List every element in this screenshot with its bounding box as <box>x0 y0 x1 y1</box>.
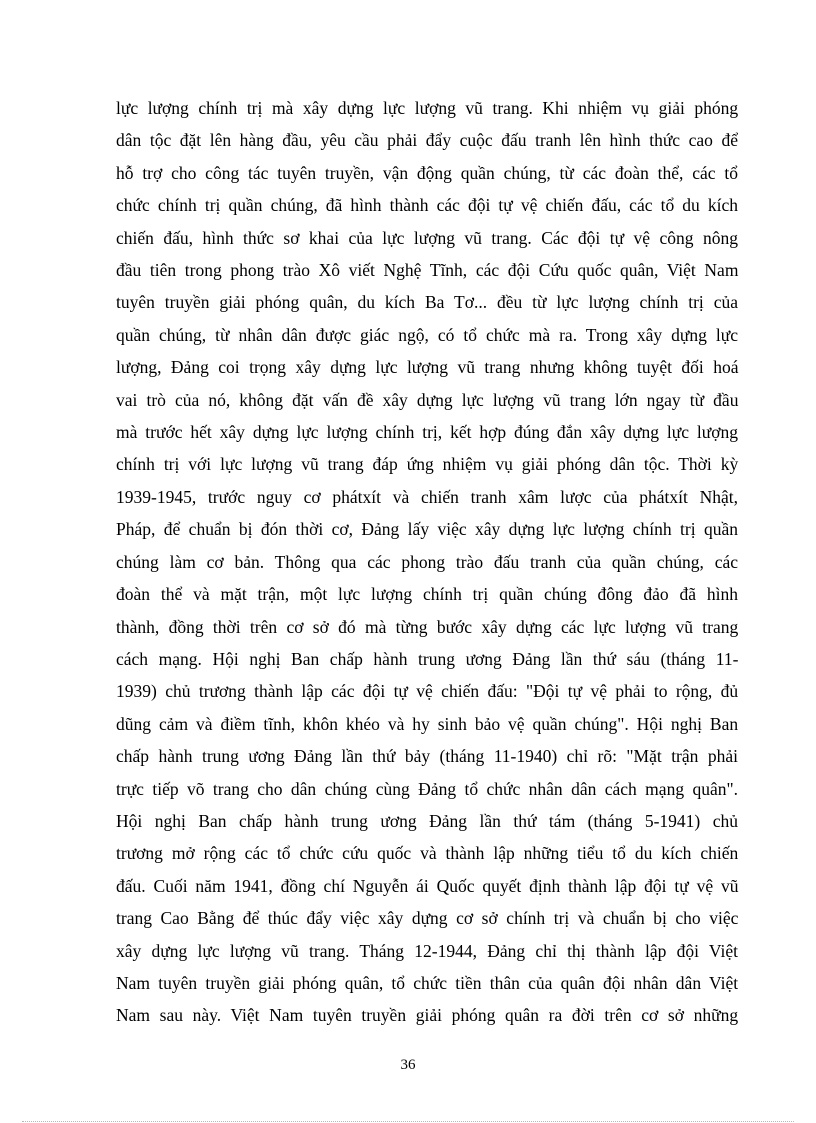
text-line: tuyên truyền giải phóng quân, du kích Ba Tơ... đều từ lực lượng chính trị của <box>116 292 738 313</box>
text-line: cách mạng. Hội nghị Ban chấp hành trung ương Đảng lần thứ sáu (tháng 11- <box>116 648 739 669</box>
page-bottom-divider <box>22 1121 794 1122</box>
text-line: Nam tuyên truyền giải phóng quân, tổ chức tiền thân của quân đội nhân dân Việt <box>116 972 739 993</box>
text-line: trang Cao Bằng để thúc đẩy việc xây dựng cơ sở chính trị và chuẩn bị cho việc <box>116 908 739 929</box>
text-line: Nam sau này. Việt Nam tuyên truyền giải phóng quân ra đời trên cơ sở những <box>116 1005 739 1026</box>
text-line: Pháp, để chuẩn bị đón thời cơ, Đảng lấy việc xây dựng lực lượng chính trị quần <box>116 519 738 540</box>
text-line: chấp hành trung ương Đảng lần thứ bảy (tháng 11-1940) chỉ rõ: "Mặt trận phải <box>116 746 738 767</box>
text-line: quần chúng, từ nhân dân được giác ngộ, có tổ chức mà ra. Trong xây dựng lực <box>116 324 739 345</box>
text-line: chức chính trị quần chúng, đã hình thành các đội tự vệ chiến đấu, các tổ du kích <box>116 195 738 216</box>
text-line: hỗ trợ cho công tác tuyên truyền, vận động quần chúng, từ các đoàn thể, các tổ <box>116 162 738 183</box>
text-line: xây dựng lực lượng vũ trang. Tháng 12-1944, Đảng chỉ thị thành lập đội Việt <box>116 940 738 961</box>
text-line: chính trị với lực lượng vũ trang đáp ứng nhiệm vụ giải phóng dân tộc. Thời kỳ <box>116 454 739 475</box>
text-line: chúng làm cơ bản. Thông qua các phong trào đấu tranh của quần chúng, các <box>116 551 738 572</box>
page-number: 36 <box>400 1057 416 1073</box>
text-line: dân tộc đặt lên hàng đầu, yêu cầu phải đẩy cuộc đấu tranh lên hình thức cao để <box>116 130 738 151</box>
text-line: trương mở rộng các tổ chức cứu quốc và thành lập những tiểu tổ du kích chiến <box>116 843 739 864</box>
text-line: trực tiếp võ trang cho dân chúng cùng Đảng tổ chức nhân dân cách mạng quân". <box>116 778 738 799</box>
text-line: 1939) chủ trương thành lập các đội tự vệ chiến đấu: "Đội tự vệ phải to rộng, đủ <box>116 681 739 702</box>
text-line: đoàn thể và mặt trận, một lực lượng chính trị quần chúng đông đảo đã hình <box>116 584 738 605</box>
text-line: đấu. Cuối năm 1941, đồng chí Nguyễn ái Quốc quyết định thành lập đội tự vệ vũ <box>116 875 739 896</box>
text-line: lượng, Đảng coi trọng xây dựng lực lượng vũ trang nhưng không tuyệt đối hoá <box>116 357 739 378</box>
text-line: thành, đồng thời trên cơ sở đó mà từng bước xây dựng các lực lượng vũ trang <box>116 616 739 637</box>
text-line: Hội nghị Ban chấp hành trung ương Đảng lần thứ tám (tháng 5-1941) chủ <box>116 810 738 831</box>
text-line: 1939-1945, trước nguy cơ phátxít và chiến tranh xâm lược của phátxít Nhật, <box>116 486 738 507</box>
text-line: mà trước hết xây dựng lực lượng chính trị, kết hợp đúng đắn xây dựng lực lượng <box>116 422 738 443</box>
body-paragraph <box>116 92 738 1032</box>
text-line: đầu tiên trong phong trào Xô viết Nghệ Tĩnh, các đội Cứu quốc quân, Việt Nam <box>116 260 739 281</box>
text-line: lực lượng chính trị mà xây dựng lực lượng vũ trang. Khi nhiệm vụ giải phóng <box>116 98 739 118</box>
text-line: vai trò của nó, không đặt vấn đề xây dựng lực lượng vũ trang lớn ngay từ đầu <box>116 389 739 410</box>
text-line: chiến đấu, hình thức sơ khai của lực lượng vũ trang. Các đội tự vệ công nông <box>116 227 738 248</box>
text-line: dũng cảm và điềm tĩnh, khôn khéo và hy sinh bảo vệ quần chúng". Hội nghị Ban <box>116 713 739 734</box>
